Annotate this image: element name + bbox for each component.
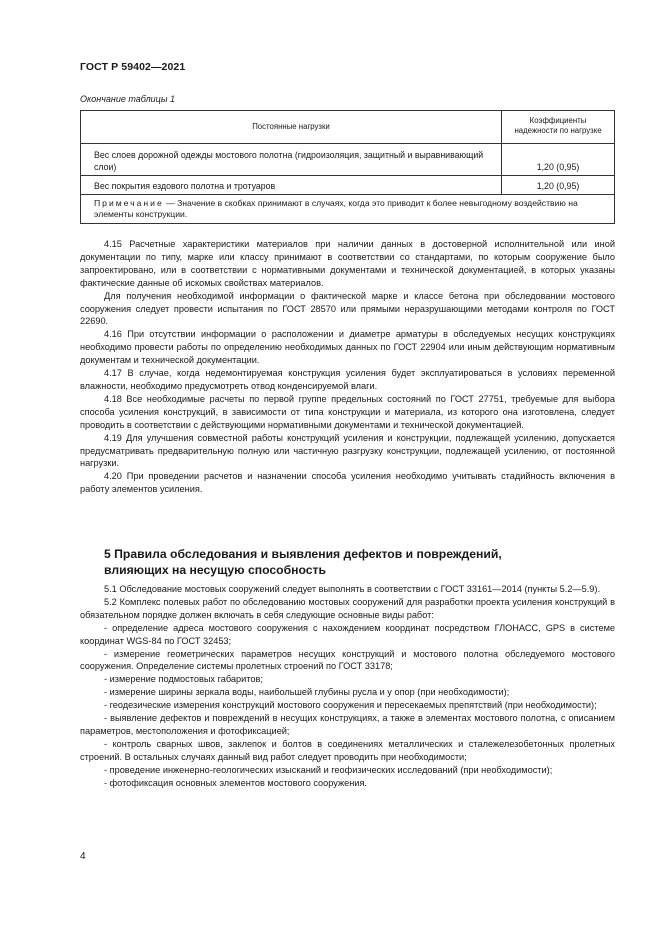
document-header: ГОСТ Р 59402—2021 — [80, 61, 186, 73]
table-note — [81, 195, 615, 224]
section-5-text — [80, 583, 615, 790]
table-row — [81, 176, 615, 195]
paragraph: 5.2 Комплекс полевых работ по обследованию мостовых сооружений для разработки проекта усиления конструкций в обязательном порядке должен включать в себя следующие основные виды работ: — [80, 596, 615, 620]
paragraph: 5.1 Обследование мостовых сооружений следует выполнять в соответствии с ГОСТ 33161—2014 (пункты 5.2—5.9). — [104, 584, 600, 594]
paragraph: Для получения необходимой информации о фактической марке и классе бетона при обследовании мостового сооружения следует провести испытания по ГОСТ 28570 или прямыми неразрушающими методами контроля по ГОСТ 22690. — [80, 290, 615, 327]
list-item: - выявление дефектов и повреждений в несущих конструкциях, а также в элементах мостового полотна, с описанием параметров, местоположения и фотофиксацией; — [80, 713, 615, 736]
table-header-coefficients — [502, 111, 615, 144]
paragraph: 4.17 В случае, когда недемонтируемая конструкция усиления будет эксплуатироваться в условиях переменной влажности, необходимо предусмотреть отвод конденсируемой влаги. — [80, 368, 615, 391]
paragraph: 4.16 При отсутствии информации о расположении и диаметре арматуры в обследуемых несущих конструкциях необходимо провести работы по определению необходимых данных по ГОСТ 22904 или иным действующим нормативным документам и технической документации. — [80, 329, 615, 366]
list-item: - определение адреса мостового сооружения с нахождением координат посредством ГЛОНАСС, GPS в системе координат WGS-84 по ГОСТ 32453; — [80, 622, 615, 646]
section-title-line2: влияющих на несущую способность — [104, 563, 326, 577]
table-note-row — [81, 195, 615, 224]
section-title — [104, 546, 604, 578]
section-4-text — [80, 238, 615, 496]
list-item: - фотофиксация основных элементов мостового сооружения. — [104, 777, 367, 788]
coefficients-header-line2: надежности по нагрузке — [514, 126, 602, 135]
paragraph: 4.19 Для улучшения совместной работы конструкций усиления и конструкции, подлежащей усилению, допускается предусматривать предварительную полную или частичную разгрузку конструкции, подлежащей усилению, от постоянной нагрузки. — [80, 432, 615, 469]
page-number: 4 — [80, 851, 86, 862]
list-item: - контроль сварных швов, заклепок и болтов в соединениях металлических и сталежелезобетонных пролетных строений. В остальных случаях данный вид работ следует проводить при необходимости; — [80, 738, 615, 762]
list-item: - проведение инженерно-геологических изысканий и геофизических исследований (при необходимости); — [104, 764, 553, 775]
table-header-row — [81, 111, 615, 144]
coefficients-header-line1: Коэффициенты — [529, 116, 587, 125]
loads-table — [80, 110, 615, 224]
paragraph: 4.15 Расчетные характеристики материалов при наличии данных в достоверной исполнительной или иной документации по типу, марке или классу принимают в соответствии со стандартами, по которым сооружение было запроектировано, или в соответствии с нормативными документами и технической документацией, в которых указаны фактические данные об искомых свойствах материалов. — [80, 239, 615, 288]
table-caption: Окончание таблицы 1 — [80, 94, 175, 104]
table-cell-coefficient: 1,20 (0,95) — [502, 144, 615, 176]
list-item: - геодезические измерения конструкций мостового сооружения и пересекаемых препятствий (при необходимости); — [104, 700, 597, 711]
list-item: - измерение подмостовых габаритов; — [104, 674, 263, 685]
section-title-line1: 5 Правила обследования и выявления дефектов и повреждений, — [104, 547, 502, 561]
list-item: - измерение геометрических параметров несущих конструкций и мостового полотна обследуемого мостового сооружения. Определение системы пролетных строений по ГОСТ 33178; — [80, 648, 615, 672]
note-label: Примечание — [94, 198, 164, 208]
table-header-loads: Постоянные нагрузки — [81, 111, 502, 144]
table-cell-coefficient: 1,20 (0,95) — [502, 176, 615, 195]
note-text: — Значение в скобках принимают в случаях, когда это приводит к более невыгодному воздействию на элементы конструкции. — [94, 198, 578, 219]
table-cell-load-name: Вес покрытия ездового полотна и тротуаров — [81, 176, 502, 195]
table-row — [81, 144, 615, 176]
paragraph: 4.20 При проведении расчетов и назначении способа усиления необходимо учитывать стадийность включения в работу элементов усиления. — [80, 471, 615, 495]
table-cell-load-name: Вес слоев дорожной одежды мостового полотна (гидроизоляция, защитный и выравнивающий слои) — [81, 144, 502, 176]
paragraph: 4.18 Все необходимые расчеты по первой группе предельных состояний по ГОСТ 27751, требуемые для выбора способа усиления конструкций, в зависимости от типа конструкции и материала, из которого она изготовлена, следует проводить в соответствии с действующими нормативными документами и технической документацией. — [80, 393, 615, 430]
list-item: - измерение ширины зеркала воды, наибольшей глубины русла и у опор (при необходимости); — [104, 687, 510, 698]
